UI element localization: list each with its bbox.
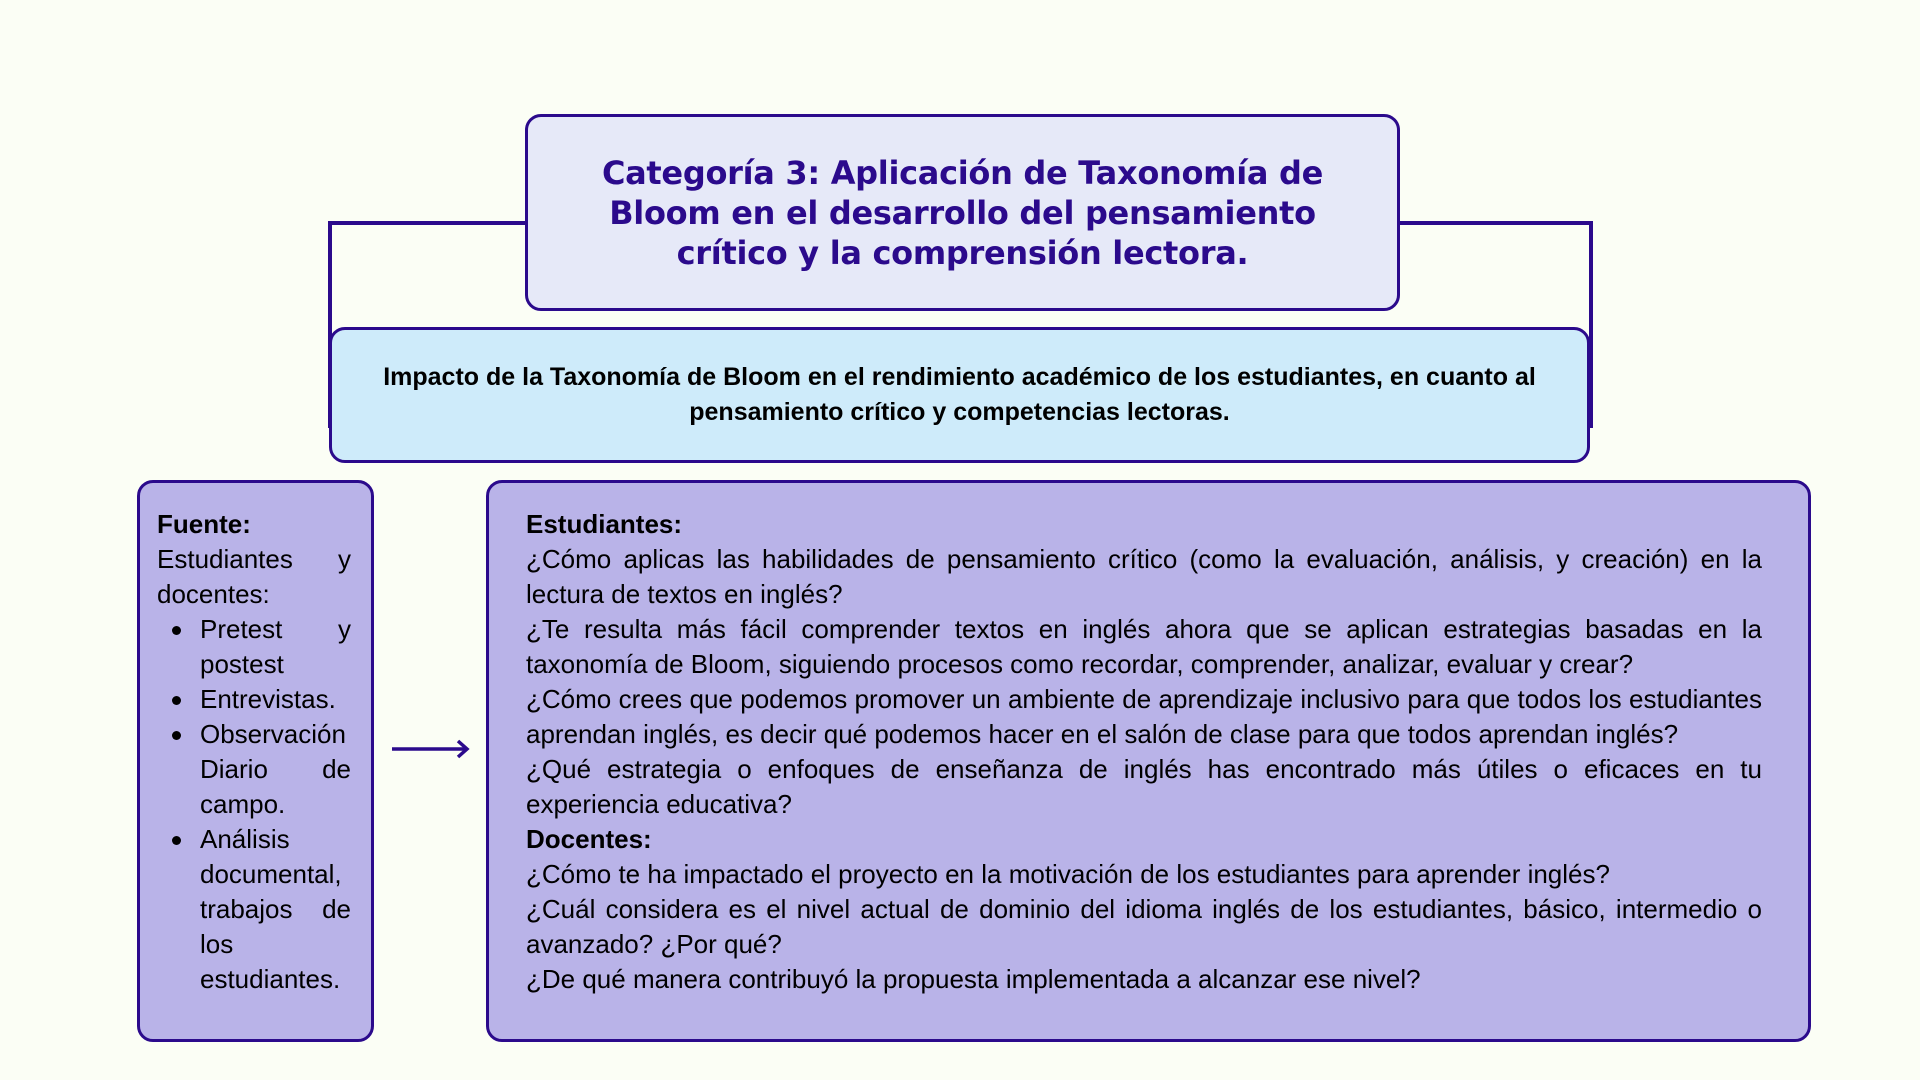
student-question: ¿Qué estrategia o enfoques de enseñanza de inglés has encontrado más útiles o eficaces en tu experiencia educativa? xyxy=(526,754,1762,819)
questions-box xyxy=(486,480,1811,1042)
source-intro-line1: Estudiantes y xyxy=(157,544,351,574)
student-question: ¿Cómo crees que podemos promover un ambiente de aprendizaje inclusivo para que todos los estudiantes aprendan inglés, es decir qué podemos hacer en el salón de clase para que todos aprendan inglés? xyxy=(526,684,1762,749)
category-title: Categoría 3: Aplicación de Taxonomía de Bloom en el desarrollo del pensamiento crítico y la comprensión lectora. xyxy=(601,153,1324,272)
teacher-question: ¿De qué manera contribuyó la propuesta implementada a alcanzar ese nivel? xyxy=(526,964,1421,994)
student-question: ¿Cómo aplicas las habilidades de pensamiento crítico (como la evaluación, análisis, y creación) en la lectura de textos en inglés? xyxy=(526,544,1762,609)
source-item-text: Diario de xyxy=(200,754,351,784)
impact-subtitle-box xyxy=(329,327,1590,463)
connector-right-horizontal xyxy=(1400,221,1592,225)
source-item-text: Entrevistas. xyxy=(200,684,336,714)
source-intro-line2: docentes: xyxy=(157,579,270,609)
source-box xyxy=(137,480,374,1042)
source-item-text: Análisis xyxy=(200,824,290,854)
bullet-icon xyxy=(172,731,181,740)
source-item-pretest xyxy=(200,612,351,682)
impact-subtitle: Impacto de la Taxonomía de Bloom en el rendimiento académico de los estudiantes, en cuanto al pensamiento crítico y competencias lectoras. xyxy=(383,363,1536,426)
source-item-entrevistas xyxy=(200,682,351,717)
questions-content xyxy=(526,507,1762,997)
source-item-text: Pretest y xyxy=(200,614,351,644)
category-title-box xyxy=(525,114,1400,311)
source-item-text: trabajos de xyxy=(200,894,351,924)
source-item-text: campo. xyxy=(200,789,286,819)
source-list xyxy=(157,612,351,997)
bullet-icon xyxy=(172,696,181,705)
teacher-question: ¿Cuál considera es el nivel actual de dominio del idioma inglés de los estudiantes, básico, intermedio o avanzado? ¿Por qué? xyxy=(526,894,1762,959)
source-content xyxy=(157,507,351,997)
connector-left-horizontal xyxy=(328,221,526,225)
source-heading: Fuente: xyxy=(157,509,251,539)
arrow-right-icon xyxy=(390,738,472,760)
source-item-observacion xyxy=(200,717,351,822)
source-item-analisis xyxy=(200,822,351,997)
source-item-text: documental, xyxy=(200,859,342,889)
source-item-text: Observación xyxy=(200,719,346,749)
source-item-text: postest xyxy=(200,649,284,679)
bullet-icon xyxy=(172,626,181,635)
teachers-heading: Docentes: xyxy=(526,824,652,854)
student-question: ¿Te resulta más fácil comprender textos en inglés ahora que se aplican estrategias basadas en la taxonomía de Bloom, siguiendo procesos como recordar, comprender, analizar, evaluar y crear? xyxy=(526,614,1762,679)
source-item-text: los estudiantes. xyxy=(200,929,341,994)
students-heading: Estudiantes: xyxy=(526,509,683,539)
teacher-question: ¿Cómo te ha impactado el proyecto en la motivación de los estudiantes para aprender inglés? xyxy=(526,859,1610,889)
bullet-icon xyxy=(172,836,181,845)
